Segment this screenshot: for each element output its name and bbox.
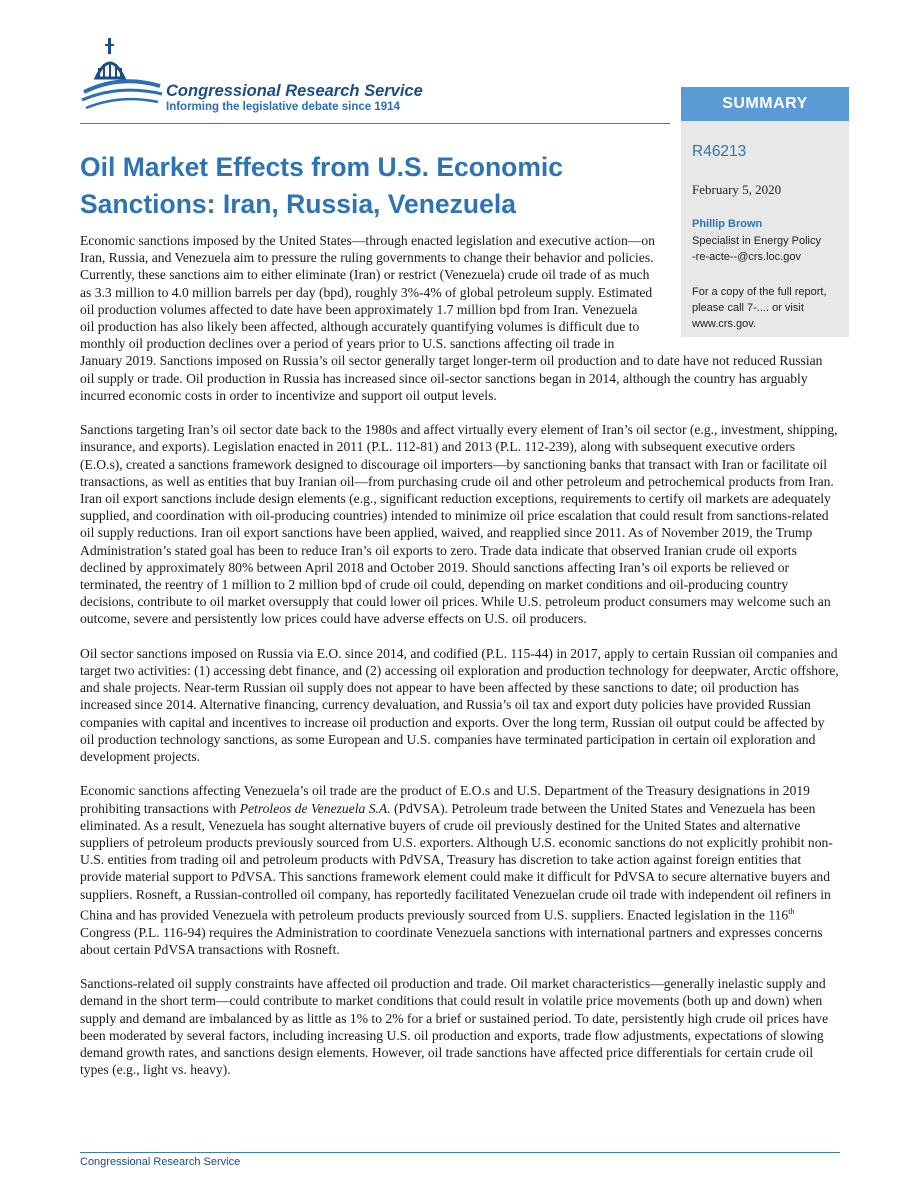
paragraph-market: Sanctions-related oil supply constraints have affected oil production and trade. Oil market characteristics—generally inelastic supply and demand in the short term—could contribute to market conditions that could result in volatile price movements (both up and down) when supply and demand are imbalanced by as little as 1% to 2% for a brief or sustained period. To date, persistently high crude oil prices have been moderated by several factors, including increasing U.S. oil production and exports, trade flow adjustments, expectations of slowing demand growth rates, and sanctions design elements. However, oil trade sanctions have affected price differentials for certain crude oil types (e.g., light vs. heavy).	[80, 976, 829, 1078]
copy-note: For a copy of the full report, please call 7-.... or visit www.crs.gov.	[692, 286, 827, 330]
footer-divider	[80, 1152, 840, 1153]
report-number: R46213	[692, 143, 747, 160]
author-email[interactable]: -re-acte--@crs.loc.gov	[692, 251, 801, 263]
paragraph-venezuela-part2: (PdVSA). Petroleum trade between the United States and Venezuela has been eliminated. As a result, Venezuela has sought alternative buyers of crude oil previously destined for the United States and alternative suppliers of petroleum products previously sourced from U.S. exporters. Although U.S. economic sanctions do not explicitly prohibit non-U.S. entities from trading oil and petroleum products with PdVSA, Treasury has discretion to take action against foreign entities that provide material support to PdVSA. This sanctions framework element could make it difficult for PdVSA to secure alternative buyers and suppliers. Rosneft, a Russian-controlled oil company, has reportedly facilitated Venezuelan crude oil trade with independent oil refiners in China and has provided Venezuela with petroleum products previously sourced from U.S. suppliers. Enacted legislation in the 116	[80, 800, 833, 923]
sidebar-spacer	[655, 232, 840, 346]
org-tagline: Informing the legislative debate since 1914	[166, 101, 400, 113]
paragraph-iran: Sanctions targeting Iran’s oil sector date back to the 1980s and affect virtually every element of Iran’s oil sector (e.g., investment, shipping, insurance, and exports). Legislation enacted in 2011 (P.L. 112-81) and 2013 (P.L. 112-239), along with subsequent executive orders (E.O.s), created a sanctions framework designed to discourage oil importers—by sanctioning banks that transact with Iran or facilitate oil transactions, as well as entities that buy Iranian oil—from purchasing crude oil and other petroleum and petrochemical products from Iran. Iran oil export sanctions include design elements (e.g., significant reduction exceptions, requirements to certify oil markets are adequately supplied, and coordination with oil-producing countries) intended to minimize oil price escalation that could result from sanctions-related oil supply reductions. Iran oil export sanctions have been applied, waived, and reapplied since 2011. As of November 2019, the Trump Administration’s stated goal has been to reduce Iran’s oil exports to zero. Trade data indicate that observed Iranian crude oil exports declined by approximately 80% between April 2018 and October 2019. Should sanctions affecting Iran’s oil exports be relieved or terminated, the reentry of 1 million to 2 million bpd of crude oil could, depending on market conditions and oil-producing country decisions, contribute to oil market oversupply that could lower oil prices. While U.S. petroleum product consumers may welcome such an outcome, severe and persistently low prices could have adverse effects on U.S. oil producers.	[80, 422, 838, 627]
summary-body	[80, 232, 840, 1096]
org-name: Congressional Research Service	[166, 82, 423, 100]
paragraph-venezuela-part3: Congress (P.L. 116-94) requires the Administration to coordinate Venezuela sanctions with international partners and expresses concerns about certain PdVSA transactions with Rosneft.	[80, 924, 823, 957]
ordinal-suffix: th	[788, 906, 795, 916]
author-name: Phillip Brown	[692, 218, 763, 230]
summary-label: SUMMARY	[681, 87, 849, 121]
crs-logo	[80, 34, 680, 126]
paragraph-venezuela	[80, 782, 840, 958]
footer-org: Congressional Research Service	[80, 1156, 241, 1168]
author-title: Specialist in Energy Policy	[692, 235, 822, 247]
report-title: Oil Market Effects from U.S. Economic Sanctions: Iran, Russia, Venezuela	[80, 152, 564, 219]
header-divider	[80, 123, 670, 124]
paragraph-russia: Oil sector sanctions imposed on Russia via E.O. since 2014, and codified (P.L. 115-44) in 2017, apply to certain Russian oil companies and target two activities: (1) accessing debt finance, and (2) accessing oil exploration and production technology for deepwater, Arctic offshore, and shale projects. Near-term Russian oil supply does not appear to have been affected by these sanctions to date; oil production has increased since 2014. Alternative financing, currency devaluation, and Russia’s oil tax and export duty policies have provided Russian companies with capital and incentives to increase oil production and exports. Over the long term, Russian oil output could be affected by oil production technology sanctions, as some European and U.S. companies have terminated participation in certain oil exploration and development projects.	[80, 645, 839, 765]
pdvsa-name: Petroleos de Venezuela S.A.	[239, 800, 391, 816]
paragraph-venezuela-part1: Economic sanctions affecting Venezuela’s oil trade are the product of E.O.s and U.S. Department of the Treasury designations in 2019 prohibiting transactions with	[80, 783, 810, 816]
paragraph-overview: Economic sanctions imposed by the United States—through enacted legislation and executive action—on Iran, Russia, and Venezuela aim to pressure the ruling governments to change their behavior and policies. Currently, these sanctions aim to either eliminate (Iran) or restrict (Venezuela) crude oil trade of as much as 3.3 million to 4.0 million barrels per day (bpd), roughly 3%-4% of global petroleum supply. Estimated oil production volumes affected to date have been approximately 1.7 million bpd from Iran. Venezuela oil production has also likely been affected, although accurately quantifying volumes is difficult due to monthly oil production declines over a period of years prior to U.S. sanctions affecting oil trade in January 2019. Sanctions imposed on Russia’s oil sector generally target longer-term oil production and to date have not reduced Russian oil supply or trade. Oil production in Russia has increased since oil-sector sanctions began in 2014, although the country has arguably incurred economic costs in order to incentivize and support oil output levels.	[80, 233, 823, 403]
report-date: February 5, 2020	[692, 182, 782, 197]
capitol-dome-icon	[80, 34, 166, 120]
